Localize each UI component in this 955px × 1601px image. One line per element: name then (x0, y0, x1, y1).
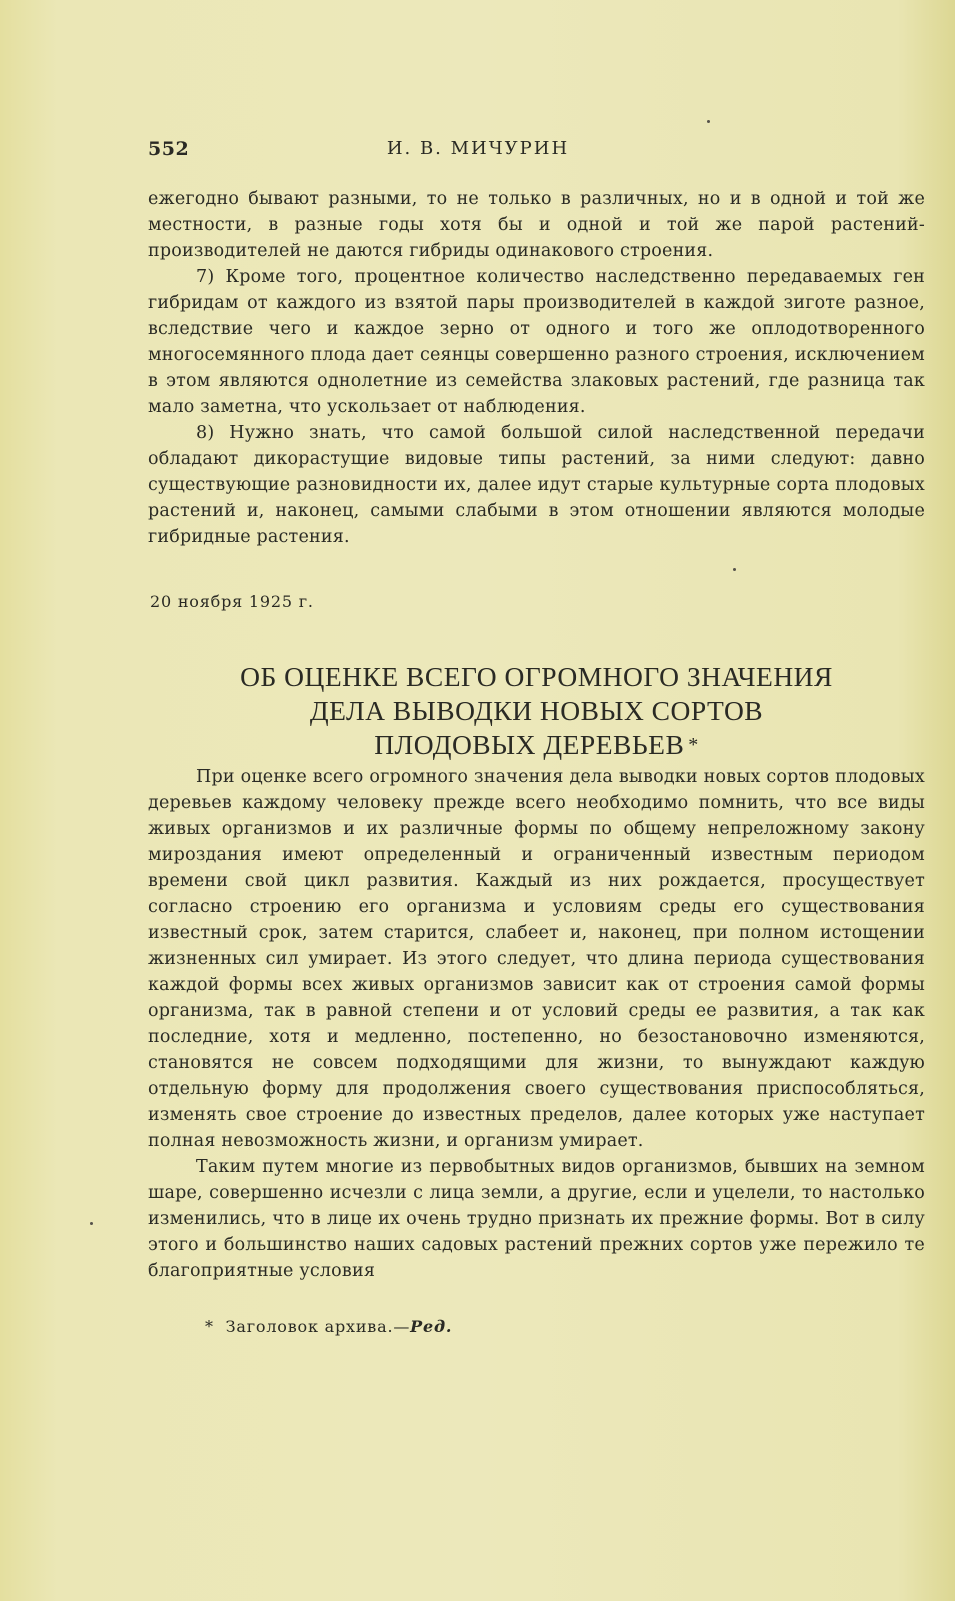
title-line-1: ОБ ОЦЕНКЕ ВСЕГО ОГРОМНОГО ЗНАЧЕНИЯ (240, 661, 833, 692)
running-title: И. В. МИЧУРИН (386, 138, 570, 159)
title-line-2: ДЕЛА ВЫВОДКИ НОВЫХ СОРТОВ (309, 695, 764, 726)
footnote-mark: * (205, 1317, 214, 1336)
article-title (148, 660, 925, 762)
paper-speck (90, 1222, 93, 1225)
date-line: 20 ноября 1925 г. (150, 592, 314, 611)
title-line-3 (148, 728, 925, 762)
page-number: 552 (148, 138, 190, 160)
article-body (148, 764, 925, 1284)
footnote-text: Заголовок архива.— (225, 1317, 411, 1336)
paragraph-item-7: 7) Кроме того, процентное количество наследственно передаваемых ген гибридам от каждого из взятой пары производителей в каждой зиготе разное, вследствие чего и каждое зерно от одного и того же оплодотворенного многосемянного плода дает сеянцы совершенно разного строения, исключением в этом являются однолетние из семейства злаковых растений, где разница так мало заметна, что ускользает от наблюдения. (148, 267, 925, 417)
footnote (205, 1317, 452, 1336)
paragraph-item-8: 8) Нужно знать, что самой большой силой наследственной передачи обладают дикорастущие видовые типы растений, за ними следуют: давно существующие разновидности их, далее идут старые культурные сорта плодовых растений и, наконец, самыми слабыми в этом отношении являются молодые гибридные растения. (148, 423, 925, 547)
previous-article-end (148, 186, 925, 550)
running-header (148, 138, 808, 168)
paper-speck (707, 120, 710, 123)
paragraph-continuation: ежегодно бывают разными, то не только в различных, но и в одной и той же местности, в разные годы хотя бы и одной и той же парой растений-производителей не даются гибриды одинакового строения. (148, 189, 925, 261)
paper-speck (733, 568, 736, 571)
article-paragraph-1: При оценке всего огромного значения дела выводки новых сортов плодовых деревьев каждому человеку прежде всего необходимо помнить, что все виды живых организмов и их различные формы по общему непреложному закону мироздания имеют определенный и ограниченный известным периодом времени свой цикл развития. Каждый из них рождается, просуществует согласно строению его организма и условиям среды его существования известный срок, затем старится, слабеет и, наконец, при полном истощении жизненных сил умирает. Из этого следует, что длина периода существования каждой формы всех живых организмов зависит как от строения самой формы организма, так в равной степени и от условий среды ее развития, а так как последние, хотя и медленно, постепенно, но безостановочно изменяются, становятся не совсем подходящими для жизни, то вынуждают каждую отдельную форму для продолжения своего существования приспособляться, изменять свое строение до известных пределов, далее которых уже наступает полная невозможность жизни, и организм умирает. (148, 767, 925, 1151)
title-line-3-text: ПЛОДОВЫХ ДЕРЕВЬЕВ (374, 729, 685, 760)
footnote-editor: Ред. (410, 1317, 453, 1336)
article-paragraph-2: Таким путем многие из первобытных видов организмов, бывших на земном шаре, совершенно исчезли с лица земли, а другие, если и уцелели, то настолько изменились, что в лице их очень трудно признать их прежние формы. Вот в силу этого и большинство наших садовых растений прежних сортов уже пережило те благоприятные условия (148, 1157, 925, 1281)
title-footnote-mark: * (688, 734, 699, 756)
